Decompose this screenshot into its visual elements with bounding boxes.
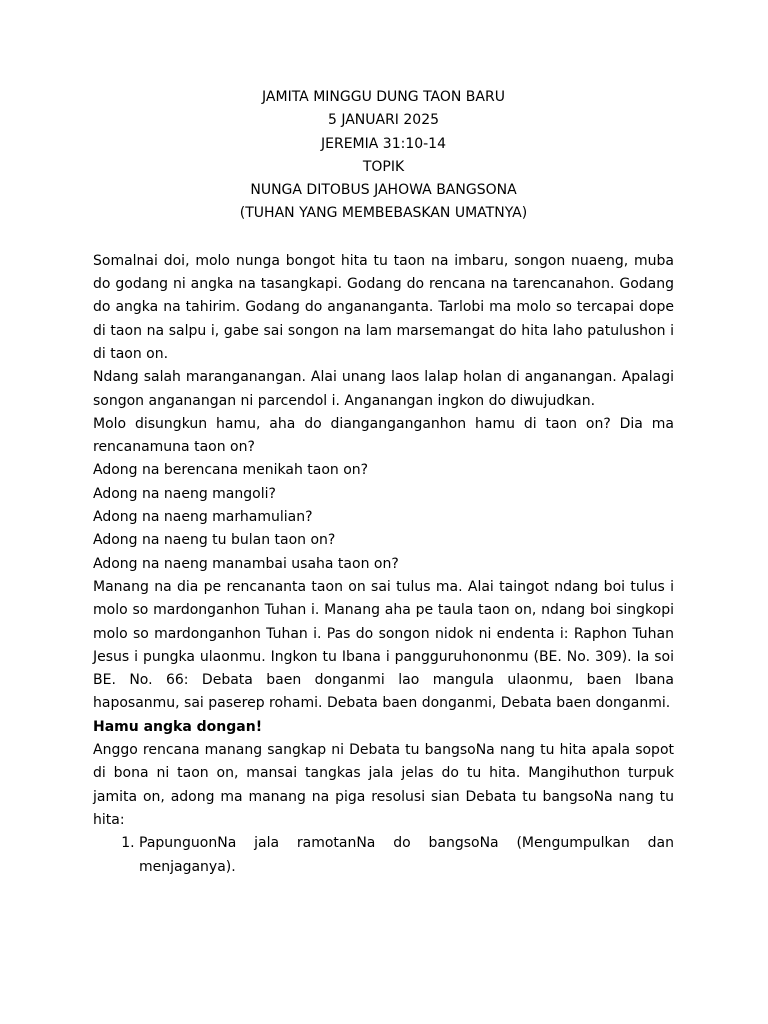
resolution-list [93,832,674,879]
list-item: 1. PapunguonNa jala ramotanNa do bangsoNa (Mengumpulkan dan menjaganya). [139,832,674,879]
question-line: Adong na naeng manambai usaha taon on? [93,555,399,572]
paragraph-anganangan: Ndang salah maranganangan. Alai unang laos lalap holan di anganangan. Apalagi songon anganangan ni parcendol i. Anganangan ingkon do diwujudkan. [93,369,674,409]
topic-label: TOPIK [362,158,405,175]
topic-title: NUNGA DITOBUS JAHOWA BANGSONA [250,182,517,199]
section-heading: Hamu angka dongan! [93,718,263,735]
spacer [93,226,674,250]
sermon-title: JAMITA MINGGU DUNG TAON BARU [262,89,505,105]
sermon-date: 5 JANUARI 2025 [327,112,440,129]
sermon-title-block [93,86,674,226]
question-line: Adong na naeng tu bulan taon on? [93,532,336,549]
scripture-reference: JEREMIA 31:10-14 [321,135,446,152]
paragraph-intro: Somalnai doi, molo nunga bongot hita tu taon na imbaru, songon nuaeng, muba do godang ni angka na tasangkapi. Godang do rencana na tarencanahon. Godang do angka na tahirim. Godang do angananganta. Tarlobi ma molo so tercapai dope di taon na salpu i, gabe sai songon na lam marsemangat do hita laho patulushon i di taon on. [93,252,674,362]
question-line: Adong na berencana menikah taon on? [93,462,369,479]
paragraph-rencana: Manang na dia pe rencananta taon on sai tulus ma. Alai taingot ndang boi tulus i molo so mardonganhon Tuhan i. Manang aha pe taula taon on, ndang boi singkopi molo so mardonganhon Tuhan i. Pas do songon nidok ni endenta i: Raphon Tuhan Jesus i pungka ulaonmu. Ingkon tu Ibana i pangguruhononmu (BE. No. 309). Ia soi BE. No. 66: Debata baen donganmi lao mangula ulaonmu, baen Ibana haposanmu, sai paserep rohami. Debata baen donganmi, Debata baen donganmi. [93,578,674,712]
paragraph-resolusi: Anggo rencana manang sangkap ni Debata tu bangsoNa nang tu hita apala sopot di bona ni taon on, mansai tangkas jala jelas do tu hita. Mangihuthon turpuk jamita on, adong ma manang na piga resolusi sian Debata tu bangsoNa nang tu hita: [93,742,674,828]
topic-translation: (TUHAN YANG MEMBEBASKAN UMATNYA) [239,205,528,222]
paragraph-question: Molo disungkun hamu, aha do dianganganganhon hamu di taon on? Dia ma rencanamuna taon on? [93,415,674,456]
question-line: Adong na naeng marhamulian? [93,509,313,526]
question-line: Adong na naeng mangoli? [93,485,276,502]
